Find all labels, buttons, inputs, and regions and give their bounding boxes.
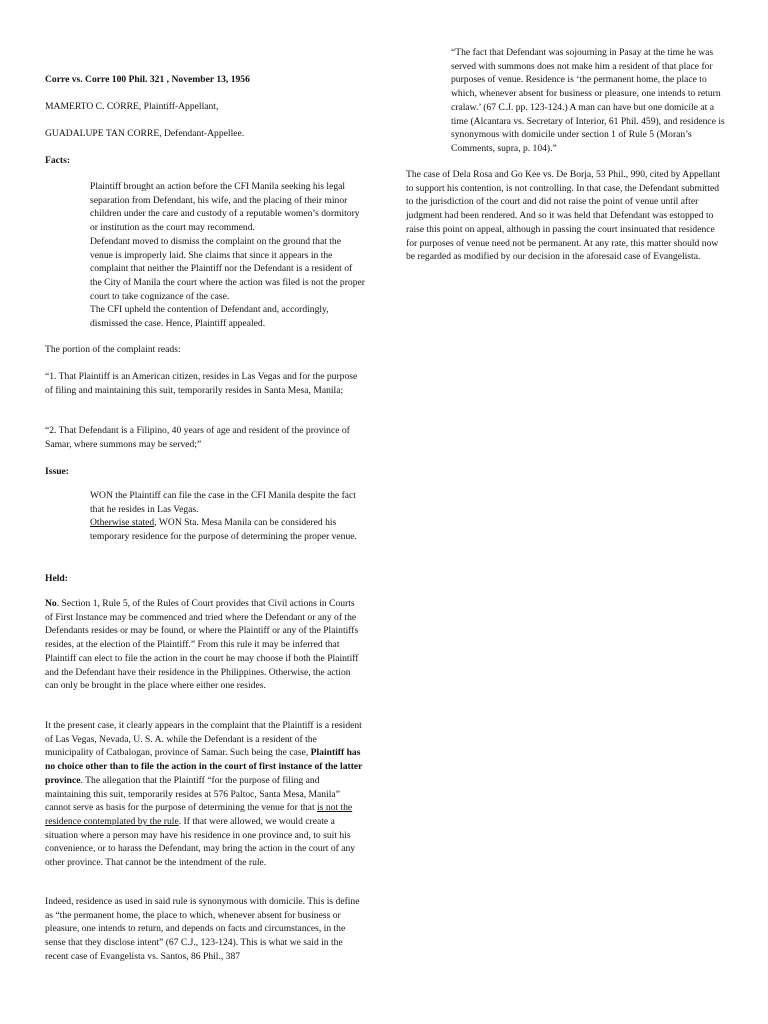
issue-paragraph: WON the Plaintiff can file the case in the CFI Manila despite the fact that he resides in Las Vegas. <box>90 490 356 515</box>
issue-paragraph <box>90 516 365 543</box>
facts-heading: Facts: <box>45 155 71 166</box>
evangelista-quote: “The fact that Defendant was sojourning in Pasay at the time he was served with summons does not make him a resident of that place for purposes of venue. Residence is ‘the permanent home, the place to which, whenever absent for business or pleasure, one intends to return cralaw.’ (67 C.J. pp. 123-124.) A man can have but one domicile at a time (Alcantara vs. Secretary of Interior, 61 Phil. 459), and residence is synonymous with domicile under section 1 of Rule 5 (Moran’s Comments, supra, p. 104).” <box>451 47 725 154</box>
facts-paragraph: Defendant moved to dismiss the complaint on the ground that the venue is improperly laid. She claims that since it appears in the complaint that neither the Plaintiff nor the Defendant is a resident of the City of Manila the court where the action was filed is not the proper court to take cognizance of the case. <box>90 235 365 302</box>
facts-paragraph: Plaintiff brought an action before the CFI Manila seeking his legal separation from Defendant, his wife, and the placing of their minor children under the care and custody of a reputable women’s dormitory or institution as the court may recommend. <box>90 181 360 234</box>
issue-heading: Issue: <box>45 466 69 477</box>
issue-paragraph-rest: , WON Sta. Mesa Manila can be considered his temporary residence for the purpose of determining the proper venue. <box>90 517 357 543</box>
facts-paragraph: The CFI upheld the contention of Defendant and, accordingly, dismissed the case. Hence, Plaintiff appealed. <box>90 304 329 330</box>
held-paragraph-2-underlined: is not the residence contemplated by the rule <box>45 802 353 827</box>
facts-body <box>90 180 365 331</box>
complaint-quote-2: “2. That Defendant is a Filipino, 40 years of age and resident of the province of Samar, where summons may be served;” <box>45 425 350 450</box>
issue-body <box>90 489 365 544</box>
case-title: Corre vs. Corre 100 Phil. 321 , November 13, 1956 <box>45 74 250 85</box>
held-paragraph-2-b: . The allegation that the Plaintiff “for the purpose of filing and maintaining this suit, temporarily resides at 576 Paltoc, Santa Mesa, Manila” cannot serve as basis for the purpose of determining the venue for that <box>45 774 340 814</box>
otherwise-stated-underlined: Otherwise stated <box>90 517 155 529</box>
held-paragraph-2 <box>45 719 365 870</box>
dela-rosa-paragraph: The case of Dela Rosa and Go Kee vs. De Borja, 53 Phil., 990, cited by Appellant to support his contention, is not controlling. In that case, the Defendant submitted to the jurisdiction of the court and did not raise the point of venue until after judgment had been rendered. And so it was held that Defendant was estopped to raise this point on appeal, although in passing the court insinuated that residence for purposes of venue need not be permanent. At any rate, this matter should now be regarded as modified by our decision in the aforesaid case of Evangelista. <box>406 169 721 263</box>
held-paragraph-2-bold: Plaintiff has no choice other than to file the action in the court of first instance of the latter province <box>45 747 363 786</box>
defendant-party: GUADALUPE TAN CORRE, Defendant-Appellee. <box>45 128 245 139</box>
held-paragraph-3: Indeed, residence as used in said rule is synonymous with domicile. This is define as “the permanent home, the place to which, whenever absent for business or pleasure, one intends to return, and depends on facts and circumstances, in the sense that they disclose intent” (67 C.J., 123-124). This is what we said in the recent case of Evangelista vs. Santos, 86 Phil., 387 <box>45 896 360 962</box>
held-paragraph-2-c: . If that were allowed, we would create a situation where a person may have his residence in one province and, to suit his convenience, or to harass the Defendant, may bring the action in the court of any other province. That cannot be the intendment of the rule. <box>45 815 356 869</box>
held-answer: No <box>45 598 57 609</box>
held-paragraph-1-rest: . Section 1, Rule 5, of the Rules of Court provides that Civil actions in Courts of First Instance may be commenced and tried where the Defendant or any of the Defendants resides or may be found, or where the Plaintiff or any of the Plaintiffs resides, at the election of the Plaintiff.” From this rule it may be inferred that Plaintiff can elect to file the action in the court he may choose if both the Plaintiff and the Defendant have their residence in the Philippines. Otherwise, the action can only be brought in the place where either one resides. <box>45 598 359 692</box>
held-paragraph-1 <box>45 597 365 693</box>
complaint-intro: The portion of the complaint reads: <box>45 344 181 355</box>
held-paragraph-2-a: It the present case, it clearly appears in the complaint that the Plaintiff is a resident of Las Vegas, Nevada, U. S. A. while the Defendant is a resident of the municipality of Catbalogan, province of Samar. Such being the case, <box>45 720 362 759</box>
plaintiff-party: MAMERTO C. CORRE, Plaintiff-Appellant, <box>45 101 219 112</box>
complaint-quote-1: “1. That Plaintiff is an American citizen, resides in Las Vegas and for the purpose of filing and maintaining this suit, temporarily resides in Santa Mesa, Manila; <box>45 371 358 396</box>
held-heading: Held: <box>45 573 68 584</box>
